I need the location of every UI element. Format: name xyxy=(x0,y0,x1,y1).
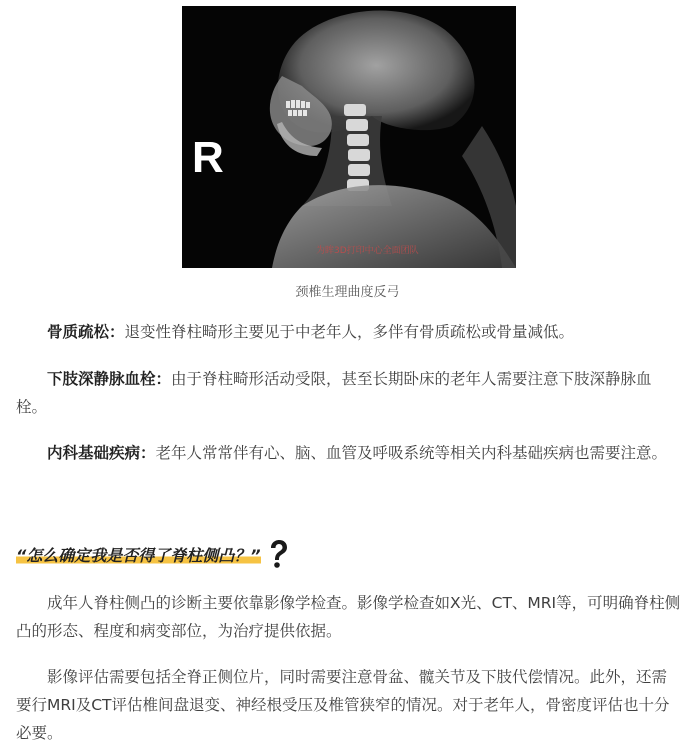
section-heading xyxy=(16,537,289,571)
diagnosis-paragraph: 成年人脊柱侧凸的诊断主要依靠影像学检查。影像学检查如X光、CT、MRI等，可明确脊柱侧凸的形态、程度和病变部位，为治疗提供依据。 xyxy=(16,594,681,640)
xray-drawing xyxy=(182,6,516,268)
complication-dvt xyxy=(16,365,682,421)
complication-text: 由于脊柱畸形活动受限，甚至长期卧床的老年人需要注意下肢深静脉血栓。 xyxy=(16,370,652,416)
complication-osteoporosis xyxy=(16,318,682,346)
xray-watermark: 为眸3D打印中心全面团队 xyxy=(316,246,419,256)
cervical-xray-image xyxy=(182,6,516,268)
question-mark-icon xyxy=(267,539,289,569)
complication-text: 退变性脊柱畸形主要见于中老年人，多伴有骨质疏松或骨量减低。 xyxy=(124,323,575,341)
complication-comorbidity xyxy=(16,439,682,467)
complication-text: 老年人常常伴有心、脑、血管及呼吸系统等相关内科基础疾病也需要注意。 xyxy=(155,444,668,462)
complication-term: 骨质疏松： xyxy=(47,323,125,341)
figure-caption: 颈椎生理曲度反弓 xyxy=(295,285,400,300)
complication-term: 内科基础疾病： xyxy=(47,444,156,462)
assessment-paragraph: 影像评估需要包括全脊正侧位片，同时需要注意骨盆、髋关节及下肢代偿情况。此外，还需要行MRI及CT评估椎间盘退变、神经根受压及椎管狭窄的情况。对于老年人，骨密度评估也十分必要。 xyxy=(16,668,670,742)
complication-term: 下肢深静脉血栓： xyxy=(47,370,172,388)
section-heading-text: “怎么确定我是否得了脊柱侧凸？” xyxy=(16,543,261,566)
xray-orientation-letter: R xyxy=(192,133,224,182)
